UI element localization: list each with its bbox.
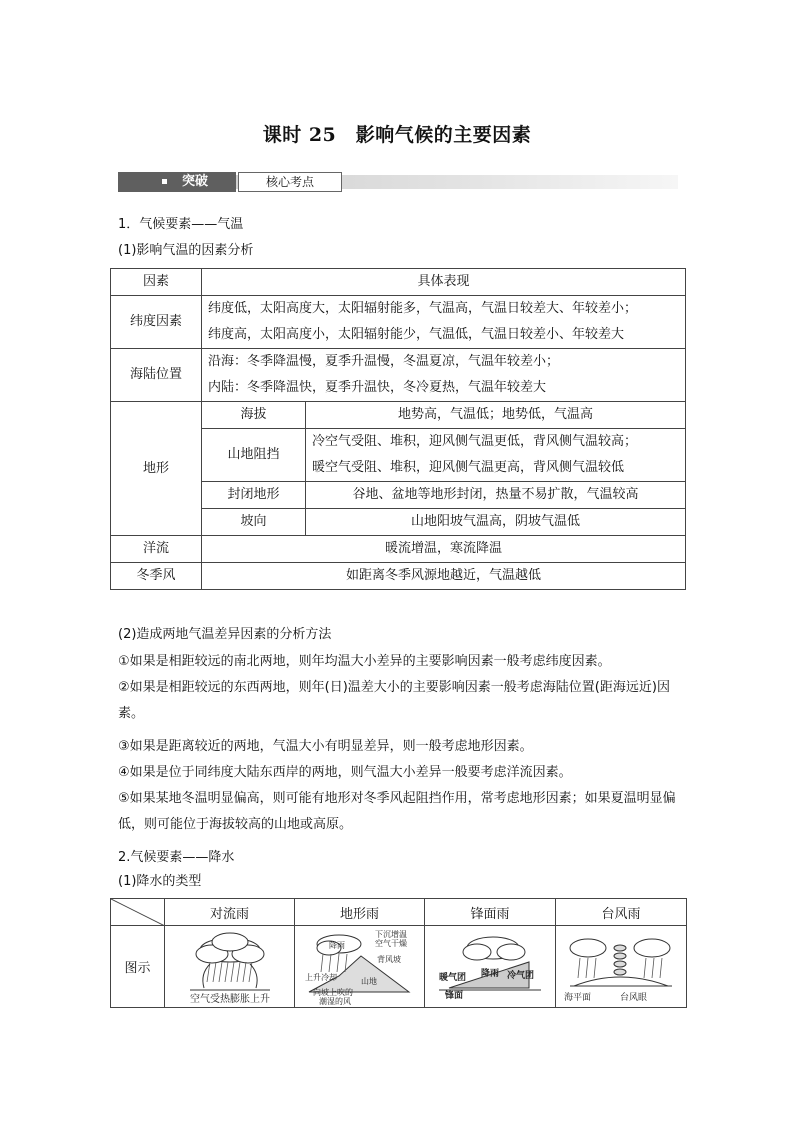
terrain-sub-label: 封闭地形 xyxy=(202,482,306,509)
column-header: 台风雨 xyxy=(556,899,687,926)
row-detail-land-sea xyxy=(202,349,686,402)
table-row xyxy=(111,402,686,429)
row-label-current: 洋流 xyxy=(111,536,202,563)
typhoon-rain-figure xyxy=(560,928,682,1006)
table-row xyxy=(111,296,686,349)
figure-label: 向坡上吹的 xyxy=(312,987,353,997)
row-label-terrain: 地形 xyxy=(111,402,202,536)
table-row xyxy=(111,536,686,563)
figure-caption: 空气受热膨胀上升 xyxy=(189,993,270,1005)
figure-label: 上升冷却 xyxy=(304,972,337,982)
row-label-winter-wind: 冬季风 xyxy=(111,563,202,590)
page-title: 课时 25 影响气候的主要因素 xyxy=(262,124,532,146)
temperature-factor-table xyxy=(110,268,686,590)
terrain-sub-detail xyxy=(306,429,686,482)
banner-tab: 核心考点 xyxy=(238,172,342,192)
row-detail-latitude xyxy=(202,296,686,349)
figure-label: 冷气团 xyxy=(507,970,535,981)
figure-label: 空气干燥 xyxy=(374,938,407,948)
orographic-rain-figure xyxy=(299,928,421,1006)
square-bullet-icon xyxy=(162,179,167,184)
detail-line: 沿海：冬季降温慢，夏季升温慢，冬温夏凉，气温年较差小； xyxy=(208,354,560,369)
section1-sub1: (1)影响气温的因素分析 xyxy=(118,243,254,258)
figure-label: 海平面 xyxy=(564,992,592,1003)
figure-label: 山地 xyxy=(360,976,377,986)
section-banner xyxy=(118,172,678,192)
figure-label: 台风眼 xyxy=(620,992,648,1003)
terrain-sub-label: 海拔 xyxy=(202,402,306,429)
row-label-latitude: 纬度因素 xyxy=(111,296,202,349)
detail-line: 冷空气受阻、堆积，迎风侧气温更低，背风侧气温较高； xyxy=(312,434,638,449)
detail-line: 内陆：冬季降温快，夏季升温快，冬冷夏热，气温年较差大 xyxy=(208,380,547,395)
row-label-figure: 图示 xyxy=(111,926,165,1008)
column-header: 锋面雨 xyxy=(425,899,556,926)
figure-label: 背风坡 xyxy=(376,954,401,964)
section1-sub2: (2)造成两地气温差异因素的分析方法 xyxy=(118,627,332,642)
table-row xyxy=(111,349,686,402)
detail-line: 暖空气受阻、堆积，迎风侧气温更高，背风侧气温较低 xyxy=(312,460,625,475)
terrain-sub-detail: 地势高，气温低；地势低，气温高 xyxy=(306,402,686,429)
banner-label-block xyxy=(118,172,236,192)
frontal-rain-figure xyxy=(429,928,551,1006)
figure-cell-frontal xyxy=(425,926,556,1008)
table-row xyxy=(111,899,687,926)
banner-label: 突破 xyxy=(182,174,209,189)
terrain-sub-label: 山地阻挡 xyxy=(202,429,306,482)
diagonal-header-cell xyxy=(111,899,165,926)
figure-label: 锋面 xyxy=(445,990,464,1001)
table-row xyxy=(111,269,686,296)
header-factor: 因素 xyxy=(111,269,202,296)
header-detail: 具体表现 xyxy=(202,269,686,296)
analysis-point-5: ⑤如果某地冬温明显偏高，则可能有地形对冬季风起阻挡作用，常考虑地形因素；如果夏温明显偏低，则可能位于海拔较高的山地或高原。 xyxy=(118,791,676,832)
terrain-sub-detail: 山地阳坡气温高，阴坡气温低 xyxy=(306,509,686,536)
detail-line: 纬度高，太阳高度小，太阳辐射能少，气温低，气温日较差小、年较差大 xyxy=(208,327,625,342)
figure-cell-convection xyxy=(165,926,295,1008)
table-row xyxy=(111,926,687,1008)
terrain-sub-detail: 谷地、盆地等地形封闭，热量不易扩散，气温较高 xyxy=(306,482,686,509)
section1-heading: 1．气候要素——气温 xyxy=(118,217,244,232)
figure-cell-orographic xyxy=(295,926,425,1008)
figure-label: 下沉增温 xyxy=(374,929,407,939)
analysis-point-4: ④如果是位于同纬度大陆东西岸的两地，则气温大小差异一般要考虑洋流因素。 xyxy=(118,765,572,780)
figure-label: 暖气团 xyxy=(439,972,467,983)
figure-label: 降雨 xyxy=(481,968,500,979)
analysis-point-3: ③如果是距离较近的两地，气温大小有明显差异，则一般考虑地形因素。 xyxy=(118,739,533,754)
diagonal-line xyxy=(111,899,165,926)
convection-rain-figure xyxy=(170,928,290,1006)
row-detail-current: 暖流增温，寒流降温 xyxy=(202,536,686,563)
figure-cell-typhoon xyxy=(556,926,687,1008)
section2-heading: 2.气候要素——降水 xyxy=(118,850,235,865)
figure-label: 潮湿的风 xyxy=(318,996,351,1006)
table-row xyxy=(111,563,686,590)
terrain-sub-label: 坡向 xyxy=(202,509,306,536)
figure-label: 降雨 xyxy=(328,940,345,950)
row-detail-winter-wind: 如距离冬季风源地越近，气温越低 xyxy=(202,563,686,590)
analysis-point-1: ①如果是相距较远的南北两地，则年均温大小差异的主要影响因素一般考虑纬度因素。 xyxy=(118,654,611,669)
precipitation-type-table xyxy=(110,898,687,1008)
analysis-point-2: ②如果是相距较远的东西两地，则年(日)温差大小的主要影响因素一般考虑海陆位置(距海远近)因素。 xyxy=(118,680,670,721)
detail-line: 纬度低，太阳高度大，太阳辐射能多，气温高，气温日较差大、年较差小； xyxy=(208,301,638,316)
section2-sub1: (1)降水的类型 xyxy=(118,874,202,889)
column-header: 地形雨 xyxy=(295,899,425,926)
row-label-land-sea: 海陆位置 xyxy=(111,349,202,402)
column-header: 对流雨 xyxy=(165,899,295,926)
